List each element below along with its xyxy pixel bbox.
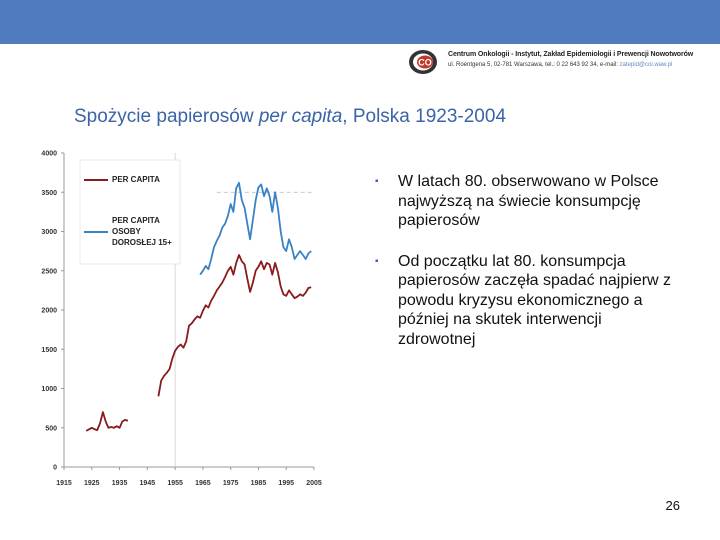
title-italic-text: per capita [258,106,343,127]
page-number: 26 [665,498,680,513]
institution-address [448,62,672,68]
y-tick-label: 3500 [41,189,57,197]
y-tick-label: 3000 [41,229,57,236]
series-line-2 [200,183,311,275]
y-tick-label: 1000 [41,386,57,393]
x-tick-label: 1955 [167,480,183,487]
address-text: ul. Roentgena 5, 02-781 Warszawa, tel.: 0 22 643 92 34, e-mail: [448,62,618,68]
institution-email: zatepid@coi.waw.pl [619,62,673,68]
x-tick-label: 1925 [83,480,100,487]
y-tick-label: 4000 [41,150,57,158]
series-line-1 [158,255,311,396]
x-tick-label: 1975 [222,480,239,487]
legend-label-1: PER CAPITA [112,175,160,184]
x-tick-label: 2005 [306,480,322,487]
y-tick-label: 1500 [41,346,57,354]
legend-label-2-line: OSOBY [112,227,141,236]
legend-label-2-line: DOROSŁEJ 15+ [112,238,172,247]
title-text-end: , Polska 1923-2004 [342,106,507,127]
institution-logo [408,48,714,76]
bullet-text: W latach 80. obserwowano w Polsce najwyższą na świecie konsumpcję papierosów [398,173,659,229]
cigarette-consumption-chart [22,145,342,490]
legend-label-2-line: PER CAPITA [112,216,160,225]
x-tick-label: 1965 [195,480,211,487]
x-tick-label: 1915 [56,480,72,487]
bullet-marker: ▪ [375,255,379,267]
slide-title [74,106,506,128]
bullet-text: Od początku lat 80. konsumpcja papierosów zaczęła spadać najpierw z powodu kryzysu ekonomicznego a później na skutek interwencji zdrowotnej [398,252,672,348]
top-banner [0,0,720,44]
y-tick-label: 2500 [41,268,57,276]
bullet-item [372,172,682,231]
y-tick-label: 2000 [41,307,57,315]
y-tick-label: 0 [53,464,57,472]
title-text: Spożycie papierosów [74,106,259,127]
y-tick-label: 500 [45,425,57,433]
oncology-centre-logo-icon [408,49,444,75]
bullet-marker: ▪ [375,176,379,187]
institution-name: Centrum Onkologii - Instytut, Zakład Epidemiologii i Prewencji Nowotworów [448,51,694,58]
bullet-item [372,252,682,350]
series-line-1 [86,412,128,431]
x-tick-label: 1935 [111,480,128,487]
bullet-list [372,172,682,349]
logo-lettering: CO [418,57,432,68]
x-tick-label: 1995 [278,480,295,487]
x-tick-label: 1985 [250,480,267,487]
x-tick-label: 1945 [139,480,156,487]
